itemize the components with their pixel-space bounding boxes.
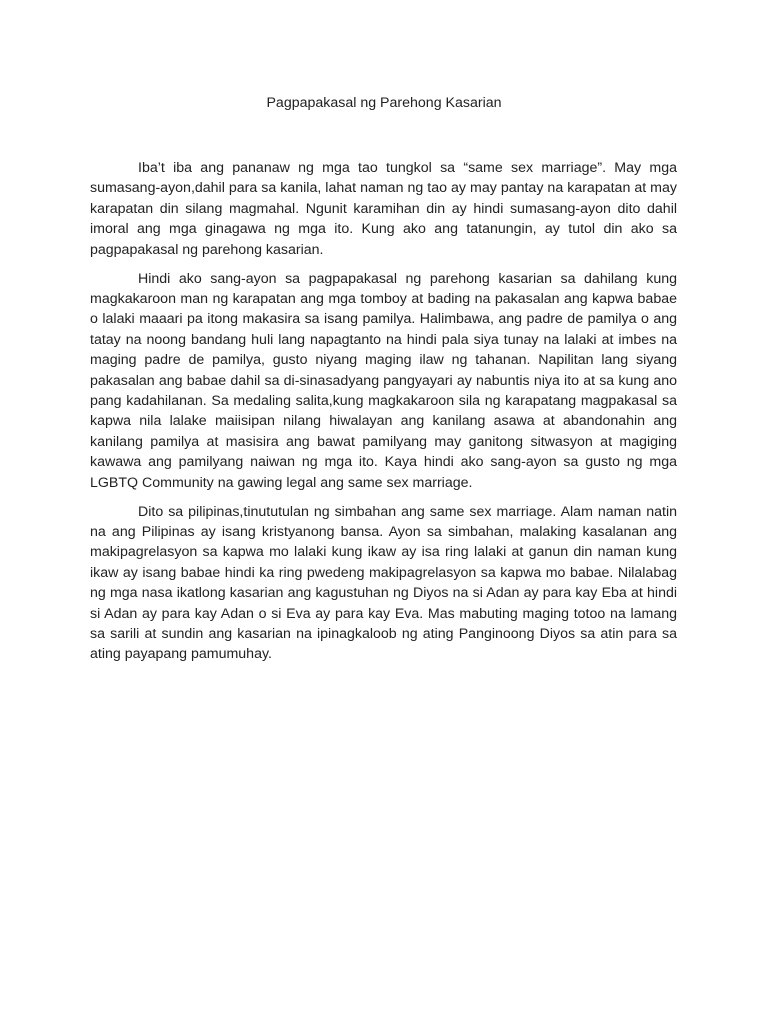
paragraph-1: Iba’t iba ang pananaw ng mga tao tungkol sa “same sex marriage”. May mga sumasang-ayon,dahil para sa kanila, lahat naman ng tao ay may pantay na karapatan at may karapatan din silang magmahal. Ngunit karamihan din ay hindi sumasang-ayon dito dahil imoral ang mga ginagawa ng mga ito. Kung ako ang tatanungin, ay tutol din ako sa pagpapakasal ng parehong kasarian. [90,160,677,258]
paragraph-2: Hindi ako sang-ayon sa pagpapakasal ng parehong kasarian sa dahilang kung magkakaroon man ng karapatan ang mga tomboy at bading na pakasalan ang kapwa babae o lalaki maaari pa itong makasira sa isang pamilya. Halimbawa, ang padre de pamilya o ang tatay na noong bandang huli lang napagtanto na hindi pala siya tunay na lalaki at imbes na maging padre de pamilya, gusto niyang maging ilaw ng tahanan. Napilitan lang siyang pakasalan ang babae dahil sa di-sinasadyang pangyayari ay nabuntis niya ito at sa kung ano pang kadahilanan. Sa medaling salita,kung magkakaroon sila ng karapatang magpakasal sa kapwa nila lalake maiisipan nilang hiwalayan ang kanilang asawa at abandonahin ang kanilang pamilya at masisira ang bawat pamilyang may ganitong sitwasyon at magiging kawawa ang pamilyang naiwan ng mga ito. Kaya hindi ako sang-ayon sa gusto ng mga LGBTQ Community na gawing legal ang same sex marriage. [90,270,677,491]
document-title: Pagpapakasal ng Parehong Kasarian [266,95,502,111]
document-body [90,158,677,673]
paragraph-3: Dito sa pilipinas,tinututulan ng simbahan ang same sex marriage. Alam naman natin na ang Pilipinas ay isang kristyanong bansa. Ayon sa simbahan, malaking kasalanan ang makipagrelasyon sa kapwa mo lalaki kung ikaw ay isa ring lalaki at ganun din naman kung ikaw ay isang babae hindi ka ring pwedeng makipagrelasyon sa kapwa mo babae. Nilalabag ng mga nasa ikatlong kasarian ang kagustuhan ng Diyos na si Adan ay para kay Eba at hindi si Adan ay para kay Adan o si Eva ay para kay Eva. Mas mabuting maging totoo na lamang sa sarili at sundin ang kasarian na ipinagkaloob ng ating Panginoong Diyos sa atin para sa ating payapang pamumuhay. [90,503,677,663]
